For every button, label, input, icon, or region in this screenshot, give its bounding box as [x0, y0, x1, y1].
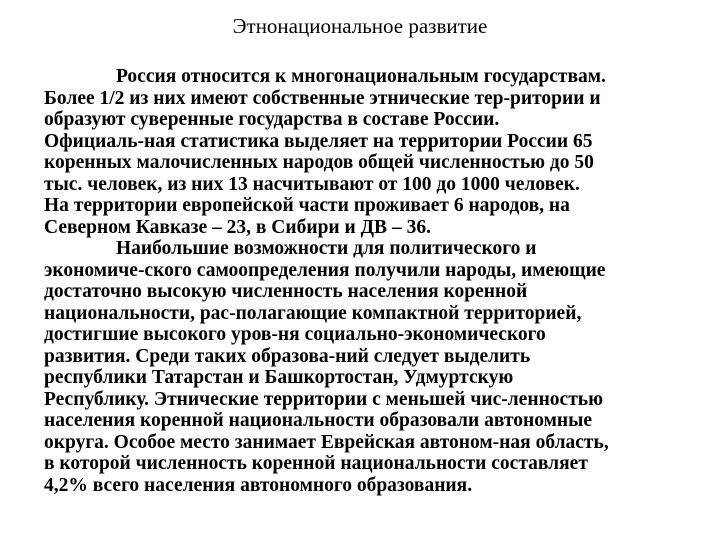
- text-line: Северном Кавказе – 23, в Сибири и ДВ – 36.: [44, 216, 431, 238]
- text-line: республики Татарстан и Башкортостан, Удмуртскую: [44, 367, 514, 388]
- text-line: достаточно высокую численность населения коренной: [44, 281, 528, 302]
- text-line: коренных малочисленных народов общей численностью до 50: [44, 152, 594, 173]
- text-line: развития. Среди таких образова-ний следует выделить: [44, 345, 531, 367]
- text-line: населения коренной национальности образовали автономные: [44, 410, 592, 431]
- text-line: 4,2% всего населения автономного образования.: [44, 474, 473, 496]
- text-line: Официаль-ная статистика выделяет на территории России 65: [44, 130, 593, 152]
- text-line: национальности, рас-полагающие компактной территорией,: [44, 302, 582, 324]
- text-line: Более 1/2 из них имеют собственные этнические тер-ритории и: [44, 87, 601, 109]
- text-line: тыс. человек, из них 13 насчитывают от 100 до 1000 человек.: [44, 173, 580, 195]
- text-line: Республику. Этнические территории с меньшей чис-ленностью: [44, 388, 604, 410]
- text-line: На территории европейской части проживает 6 народов, на: [44, 195, 570, 216]
- text-line: экономиче-ского самоопределения получили народы, имеющие: [44, 259, 606, 281]
- slide-body: [44, 66, 684, 496]
- paragraph-1: [44, 66, 684, 238]
- text-line: в которой численность коренной национальности составляет: [44, 453, 588, 474]
- text-line: образуют суверенные государства в составе России.: [44, 109, 500, 130]
- text-line: Наибольшие возможности для политического и: [116, 238, 537, 259]
- paragraph-2: [44, 238, 684, 496]
- text-line: округа. Особое место занимает Еврейская автоном-ная область,: [44, 431, 609, 453]
- text-line: достигшие высокого уров-ня социально-экономического: [44, 324, 546, 345]
- text-line: Россия относится к многонациональным государствам.: [116, 66, 606, 87]
- slide-title: Этнонациональное развитие: [232, 14, 488, 38]
